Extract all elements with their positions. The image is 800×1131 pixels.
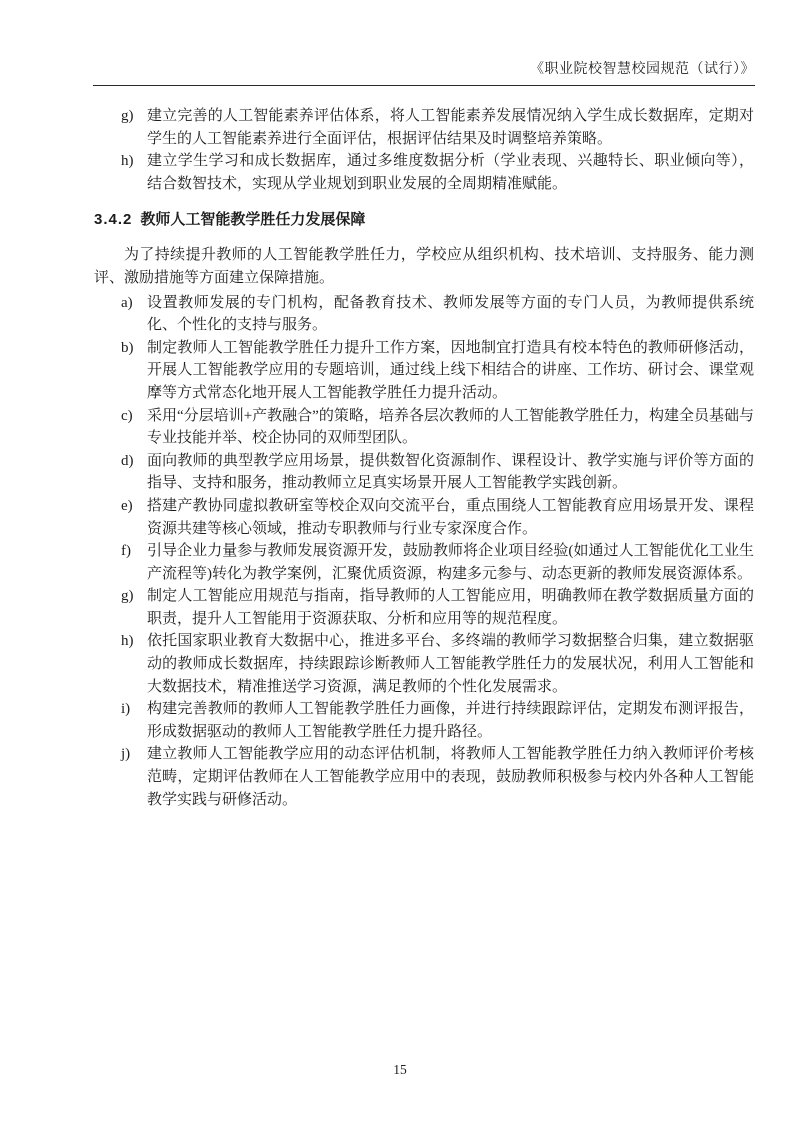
list-item-text: 采用“分层培训+产教融合”的策略，培养各层次教师的人工智能教学胜任力，构建全员基础与专业技能并举、校企协同的双师型团队。 — [147, 407, 754, 447]
intro-paragraph: 为了持续提升教师的人工智能教学胜任力，学校应从组织机构、技术培训、支持服务、能力测评、激励措施等方面建立保障措施。 — [94, 247, 754, 286]
list-item — [94, 450, 754, 495]
list-student-items — [94, 105, 754, 195]
list-item-label: g) — [121, 588, 134, 605]
list-item — [94, 743, 754, 811]
list-item — [94, 495, 754, 540]
list-item-label: h) — [121, 153, 134, 170]
page-content — [94, 89, 754, 811]
list-item — [94, 150, 754, 195]
section-number: 3.4.2 — [94, 211, 133, 229]
list-item-label: a) — [121, 294, 133, 311]
list-item-label: d) — [121, 452, 134, 469]
list-item-text: 制定教师人工智能教学胜任力提升工作方案，因地制宜打造具有校本特色的教师研修活动，开展人工智能教学应用的专题培训，通过线上线下相结合的讲座、工作坊、研讨会、课堂观摩等方式常态化地开展人工智能教学胜任力提升活动。 — [147, 339, 754, 401]
list-item — [94, 405, 754, 450]
list-item-text: 建立完善的人工智能素养评估体系，将人工智能素养发展情况纳入学生成长数据库，定期对学生的人工智能素养进行全面评估，根据评估结果及时调整培养策略。 — [147, 108, 754, 147]
list-item-text: 制定人工智能应用规范与指南，指导教师的人工智能应用，明确教师在教学数据质量方面的职责，提升人工智能用于资源获取、分析和应用等的规范程度。 — [147, 588, 754, 627]
header-title: 《职业院校智慧校园规范（试行）》 — [530, 62, 755, 77]
list-item-label: g) — [121, 108, 134, 124]
list-item-text: 建立教师人工智能教学应用的动态评估机制，将教师人工智能教学胜任力纳入教师评价考核范畴，定期评估教师在人工智能教学应用中的表现，鼓励教师积极参与校内外各种人工智能教学实践与研修活动。 — [147, 746, 754, 808]
list-item-text: 建立学生学习和成长数据库，通过多维度数据分析（学业表现、兴趣特长、职业倾向等），结合数智技术，实现从学业规划到职业发展的全周期精准赋能。 — [147, 153, 754, 192]
list-item-text: 面向教师的典型教学应用场景，提供数智化资源制作、课程设计、教学实施与评价等方面的指导、支持和服务，推动教师立足真实场景开展人工智能教学实践创新。 — [147, 452, 754, 492]
list-item — [94, 540, 754, 585]
page-number: 15 — [393, 1062, 407, 1077]
list-item-text: 搭建产教协同虚拟教研室等校企双向交流平台，重点围绕人工智能教育应用场景开发、课程资源共建等核心领域，推动专职教师与行业专家深度合作。 — [147, 497, 754, 537]
list-item — [94, 105, 754, 150]
list-item — [94, 292, 754, 337]
list-item — [94, 337, 754, 405]
list-item-text: 设置教师发展的专门机构，配备教育技术、教师发展等方面的专门人员，为教师提供系统化、个性化的支持与服务。 — [147, 294, 754, 334]
page-footer — [0, 1061, 800, 1079]
list-item-label: h) — [121, 633, 134, 650]
section-heading — [94, 209, 754, 231]
list-item-text: 引导企业力量参与教师发展资源开发，鼓励教师将企业项目经验(如通过人工智能优化工业生产流程等)转化为教学案例，汇聚优质资源，构建多元参与、动态更新的教师发展资源体系。 — [147, 543, 754, 582]
list-teacher-items — [94, 292, 754, 812]
list-item-label: e) — [121, 497, 133, 514]
list-item-label: c) — [121, 407, 133, 424]
list-item — [94, 698, 754, 743]
section-title: 教师人工智能教学胜任力发展保障 — [140, 211, 366, 229]
list-item-label: i) — [121, 701, 131, 718]
list-item-text: 依托国家职业教育大数据中心，推进多平台、多终端的教师学习数据整合归集，建立数据驱动的教师成长数据库，持续跟踪诊断教师人工智能教学胜任力的发展状况，利用人工智能和大数据技术，精准推送学习资源，满足教师的个性化发展需求。 — [147, 633, 754, 695]
list-item — [94, 630, 754, 698]
page-header — [93, 0, 755, 86]
list-item-label: b) — [121, 339, 134, 356]
list-item — [94, 585, 754, 630]
list-item-label: f) — [121, 543, 131, 560]
list-item-text: 构建完善教师的教师人工智能教学胜任力画像，并进行持续跟踪评估，定期发布测评报告，形成数据驱动的教师人工智能教学胜任力提升路径。 — [147, 701, 754, 740]
list-item-label: j) — [121, 746, 131, 763]
